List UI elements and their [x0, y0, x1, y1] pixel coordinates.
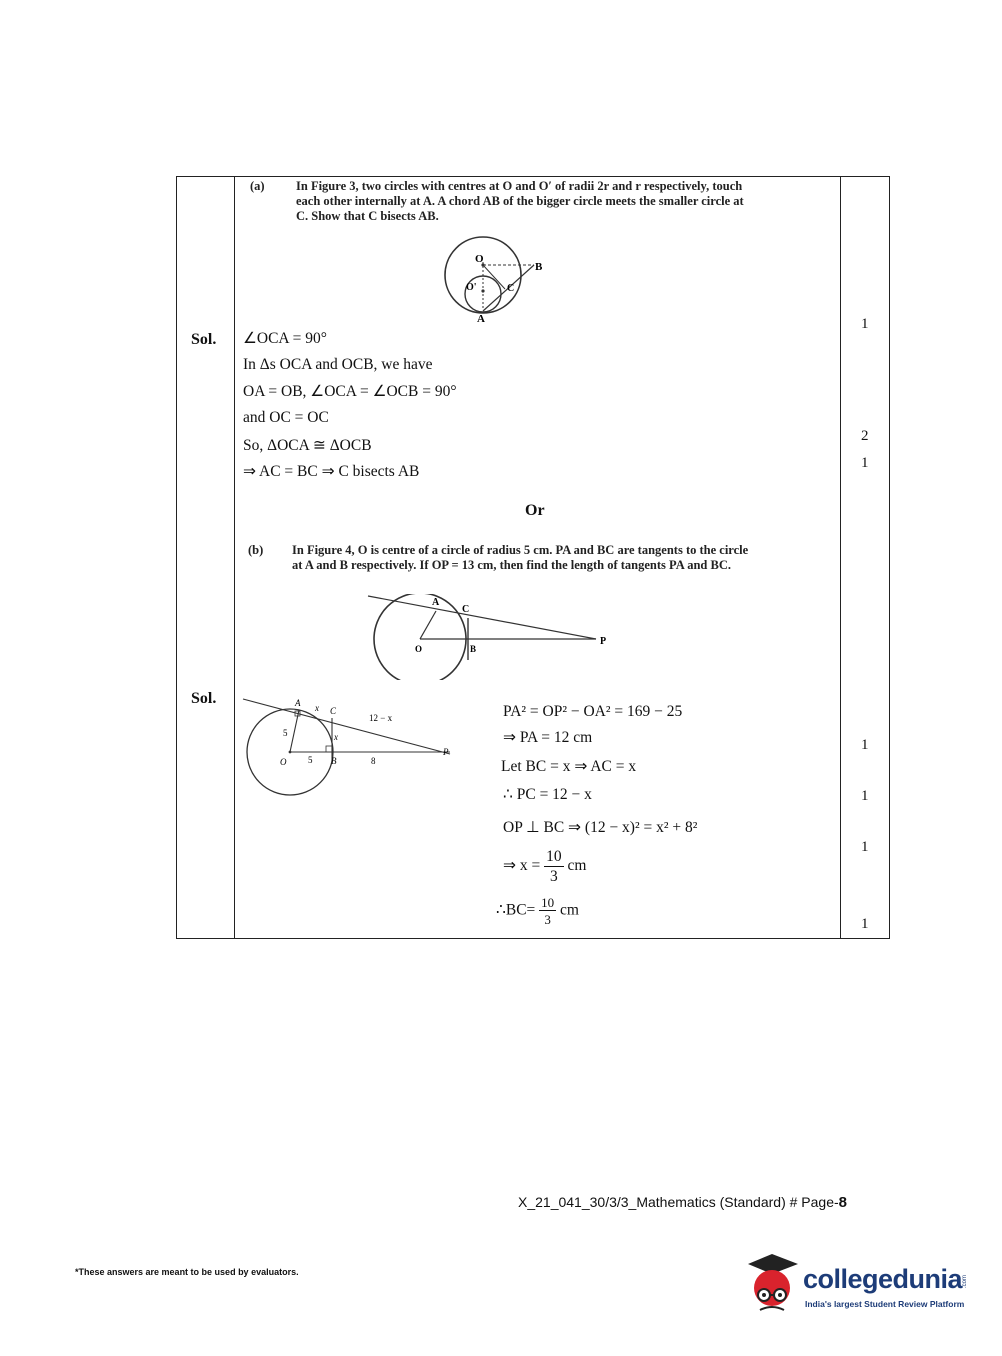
sol-a-line-1: ∠OCA = 90° [243, 330, 327, 347]
question-a [250, 179, 760, 229]
footer-code-text: X_21_041_30/3/3_Mathematics (Standard) # Page- [518, 1194, 839, 1210]
sol-b-line-7-prefix: ∴BC= [496, 901, 536, 919]
fig4-tangent-pa [368, 596, 596, 639]
logo-tagline: India's largest Student Review Platform [805, 1299, 965, 1309]
sol-b-line-2: ⇒ PA = 12 cm [503, 729, 593, 746]
collegedunia-logo [803, 1264, 975, 1295]
sol-a-line-3: OA = OB, ∠OCA = ∠OCB = 90° [243, 383, 457, 400]
sol-b-line-7 [496, 896, 579, 926]
sol-fig-tangent-pa [243, 699, 450, 754]
collegedunia-mascot-icon [742, 1250, 802, 1320]
sol-b-label: Sol. [191, 690, 217, 707]
sol-fig-label-12-minus-x: 12 − x [369, 713, 393, 723]
fig4-circle [374, 594, 466, 680]
sol-b-line-7-fraction [539, 896, 556, 926]
figure-3 [420, 232, 560, 324]
sol-b-line-6-fraction [544, 849, 564, 884]
fig4-label-o: O [415, 644, 423, 654]
or-separator: Or [525, 502, 545, 519]
fig4-label-p: P [600, 636, 607, 647]
sol-b-line-1: PA² = OP² − OA² = 169 − 25 [503, 703, 683, 720]
sol-b-line-6-denominator: 3 [549, 867, 558, 885]
question-b-text: In Figure 4, O is centre of a circle of radius 5 cm. PA and BC are tangents to the circle at A and B respectively. If OP = 13 cm, then find the length of tangents PA and BC. [292, 543, 749, 572]
sol-b-line-3: Let BC = x ⇒ AC = x [501, 758, 637, 775]
fig4-label-a: A [432, 597, 440, 608]
fig3-label-o: O [475, 253, 484, 265]
mark-7: 1 [861, 916, 869, 932]
fig3-label-a: A [477, 313, 485, 324]
sol-fig-point-o [289, 751, 292, 754]
fig4-label-c: C [462, 604, 470, 615]
sol-fig-label-x-top: x [315, 703, 319, 713]
figure-4 [360, 594, 620, 680]
sol-fig-label-b: B [331, 756, 337, 766]
sol-a-label: Sol. [191, 331, 217, 348]
page-footer-code [518, 1194, 847, 1211]
mark-5: 1 [861, 788, 869, 804]
logo-suffix: .com [962, 1274, 969, 1288]
sol-a-line-6: ⇒ AC = BC ⇒ C bisects AB [243, 463, 420, 480]
column-divider-right [840, 177, 841, 938]
footer-page-number: 8 [838, 1194, 847, 1211]
question-a-label: (a) [250, 179, 265, 193]
question-a-text: In Figure 3, two circles with centres at O and O′ of radii 2r and r respectively, touch each other internally at A. A chord AB of the bigger circle meets the smaller circle at C. Show that C bisects AB. [296, 179, 744, 223]
sol-fig-right-angle-b [326, 746, 332, 752]
mark-3: 1 [861, 455, 869, 471]
sol-fig-label-5-bottom: 5 [308, 755, 313, 765]
sol-b-line-7-numerator: 10 [541, 895, 555, 910]
evaluator-disclaimer: *These answers are meant to be used by evaluators. [75, 1267, 299, 1277]
solution-figure [238, 694, 458, 798]
sol-b-line-7-denominator: 3 [544, 912, 551, 927]
fig3-label-o-prime: O' [466, 282, 477, 293]
question-b [248, 543, 758, 593]
sol-a-line-5: So, ΔOCA ≅ ΔOCB [243, 437, 372, 454]
logo-name: collegedunia [803, 1264, 963, 1294]
sol-fig-label-a: A [295, 698, 301, 708]
sol-b-line-5: OP ⊥ BC ⇒ (12 − x)² = x² + 8² [503, 819, 698, 836]
sol-fig-label-8: 8 [371, 756, 376, 766]
column-divider-left [234, 177, 235, 938]
fig4-radius-oa [420, 611, 436, 639]
mark-4: 1 [861, 737, 869, 753]
sol-b-line-6-prefix: ⇒ x = [503, 857, 541, 875]
sol-b-line-6-numerator: 10 [546, 848, 562, 865]
sol-fig-label-p: P [443, 747, 449, 757]
mark-2: 2 [861, 428, 869, 444]
mark-1: 1 [861, 316, 869, 332]
fig3-point-o-prime [481, 289, 484, 292]
sol-a-line-4: and OC = OC [243, 409, 329, 426]
sol-b-line-6-unit: cm [567, 857, 587, 875]
sol-fig-label-x-right: x [334, 732, 338, 742]
sol-b-line-6 [503, 849, 586, 884]
fig3-label-b: B [535, 261, 543, 273]
question-b-label: (b) [248, 543, 264, 557]
sol-fig-label-o: O [280, 757, 287, 767]
sol-fig-label-c: C [330, 706, 337, 716]
sol-b-line-4: ∴ PC = 12 − x [503, 786, 592, 803]
sol-fig-label-5-left: 5 [283, 728, 288, 738]
sol-b-line-7-unit: cm [560, 901, 579, 919]
sol-a-line-2: In Δs OCA and OCB, we have [243, 356, 433, 373]
fig3-label-c: C [507, 283, 515, 294]
fig4-label-b: B [470, 644, 477, 654]
mark-6: 1 [861, 839, 869, 855]
